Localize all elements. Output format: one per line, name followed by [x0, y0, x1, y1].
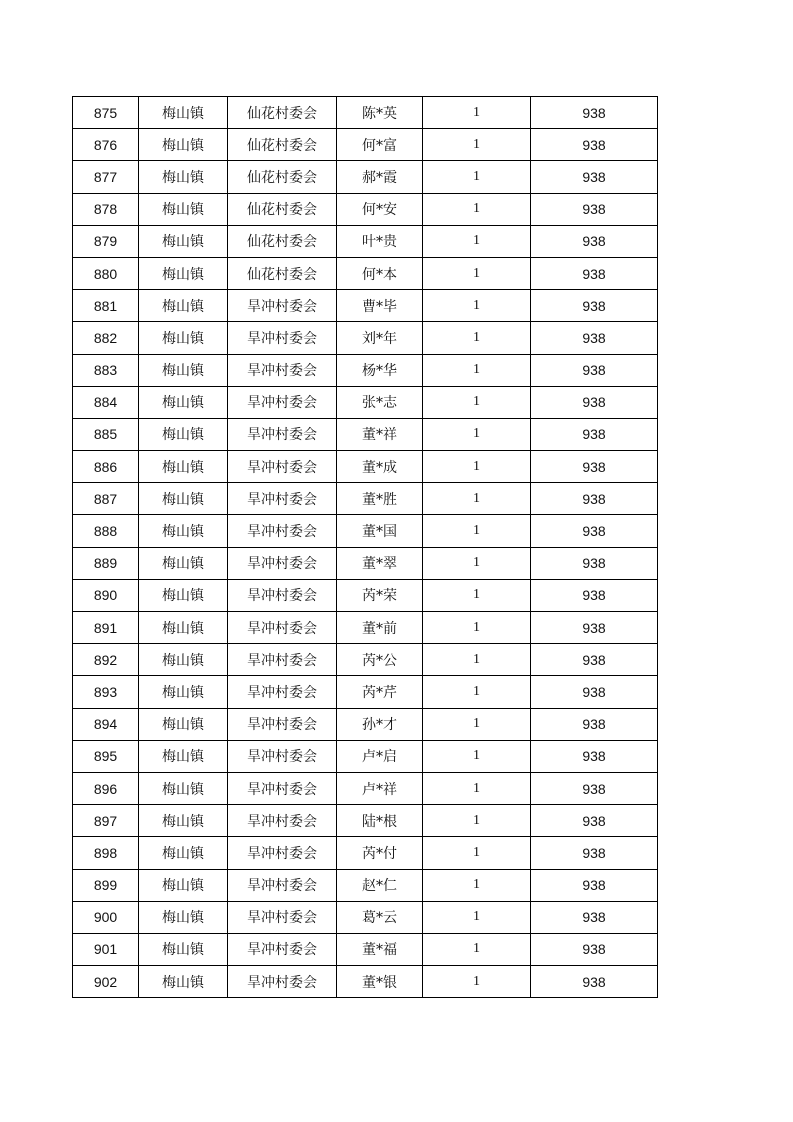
name-cell: 郝*霞 [337, 161, 423, 193]
row-number-cell: 889 [73, 547, 139, 579]
count-cell: 1 [423, 740, 531, 772]
name-cell: 孙*才 [337, 708, 423, 740]
name-cell: 陈*英 [337, 97, 423, 129]
amount-cell: 938 [531, 772, 658, 804]
name-cell: 芮*付 [337, 837, 423, 869]
town-cell: 梅山镇 [139, 161, 228, 193]
count-cell: 1 [423, 161, 531, 193]
town-cell: 梅山镇 [139, 354, 228, 386]
town-cell: 梅山镇 [139, 515, 228, 547]
count-cell: 1 [423, 966, 531, 998]
name-cell: 董*胜 [337, 483, 423, 515]
amount-cell: 938 [531, 837, 658, 869]
count-cell: 1 [423, 708, 531, 740]
amount-cell: 938 [531, 869, 658, 901]
amount-cell: 938 [531, 225, 658, 257]
village-committee-cell: 旱冲村委会 [228, 676, 337, 708]
count-cell: 1 [423, 290, 531, 322]
count-cell: 1 [423, 354, 531, 386]
count-cell: 1 [423, 515, 531, 547]
count-cell: 1 [423, 676, 531, 708]
name-cell: 芮*公 [337, 644, 423, 676]
village-committee-cell: 旱冲村委会 [228, 901, 337, 933]
table-row [73, 676, 658, 708]
row-number-cell: 879 [73, 225, 139, 257]
table-row [73, 193, 658, 225]
row-number-cell: 902 [73, 966, 139, 998]
row-number-cell: 896 [73, 772, 139, 804]
table-row [73, 901, 658, 933]
village-committee-cell: 旱冲村委会 [228, 966, 337, 998]
village-committee-cell: 旱冲村委会 [228, 805, 337, 837]
name-cell: 董*福 [337, 933, 423, 965]
village-committee-cell: 仙花村委会 [228, 129, 337, 161]
table-row [73, 579, 658, 611]
town-cell: 梅山镇 [139, 676, 228, 708]
town-cell: 梅山镇 [139, 225, 228, 257]
amount-cell: 938 [531, 515, 658, 547]
table-row [73, 805, 658, 837]
table-row [73, 483, 658, 515]
table-row [73, 708, 658, 740]
count-cell: 1 [423, 97, 531, 129]
name-cell: 董*成 [337, 451, 423, 483]
amount-cell: 938 [531, 322, 658, 354]
village-committee-cell: 仙花村委会 [228, 161, 337, 193]
name-cell: 叶*贵 [337, 225, 423, 257]
town-cell: 梅山镇 [139, 869, 228, 901]
town-cell: 梅山镇 [139, 193, 228, 225]
count-cell: 1 [423, 418, 531, 450]
count-cell: 1 [423, 612, 531, 644]
village-committee-cell: 旱冲村委会 [228, 418, 337, 450]
name-cell: 何*本 [337, 257, 423, 289]
row-number-cell: 894 [73, 708, 139, 740]
count-cell: 1 [423, 257, 531, 289]
village-committee-cell: 旱冲村委会 [228, 483, 337, 515]
count-cell: 1 [423, 129, 531, 161]
row-number-cell: 897 [73, 805, 139, 837]
count-cell: 1 [423, 547, 531, 579]
village-committee-cell: 旱冲村委会 [228, 644, 337, 676]
row-number-cell: 875 [73, 97, 139, 129]
name-cell: 芮*荣 [337, 579, 423, 611]
name-cell: 赵*仁 [337, 869, 423, 901]
town-cell: 梅山镇 [139, 772, 228, 804]
count-cell: 1 [423, 322, 531, 354]
table-row [73, 257, 658, 289]
name-cell: 董*前 [337, 612, 423, 644]
row-number-cell: 887 [73, 483, 139, 515]
town-cell: 梅山镇 [139, 483, 228, 515]
name-cell: 陆*根 [337, 805, 423, 837]
amount-cell: 938 [531, 644, 658, 676]
village-committee-cell: 旱冲村委会 [228, 740, 337, 772]
count-cell: 1 [423, 451, 531, 483]
amount-cell: 938 [531, 740, 658, 772]
row-number-cell: 900 [73, 901, 139, 933]
town-cell: 梅山镇 [139, 837, 228, 869]
table-row [73, 772, 658, 804]
row-number-cell: 876 [73, 129, 139, 161]
village-committee-cell: 旱冲村委会 [228, 354, 337, 386]
count-cell: 1 [423, 386, 531, 418]
name-cell: 董*国 [337, 515, 423, 547]
table-row [73, 129, 658, 161]
name-cell: 张*志 [337, 386, 423, 418]
amount-cell: 938 [531, 290, 658, 322]
count-cell: 1 [423, 644, 531, 676]
count-cell: 1 [423, 805, 531, 837]
town-cell: 梅山镇 [139, 322, 228, 354]
table-row [73, 547, 658, 579]
row-number-cell: 877 [73, 161, 139, 193]
table-row [73, 225, 658, 257]
town-cell: 梅山镇 [139, 386, 228, 418]
town-cell: 梅山镇 [139, 290, 228, 322]
name-cell: 董*银 [337, 966, 423, 998]
amount-cell: 938 [531, 483, 658, 515]
table-row [73, 515, 658, 547]
village-committee-cell: 旱冲村委会 [228, 290, 337, 322]
village-committee-cell: 仙花村委会 [228, 225, 337, 257]
row-number-cell: 886 [73, 451, 139, 483]
row-number-cell: 890 [73, 579, 139, 611]
town-cell: 梅山镇 [139, 418, 228, 450]
row-number-cell: 892 [73, 644, 139, 676]
table-row [73, 322, 658, 354]
town-cell: 梅山镇 [139, 547, 228, 579]
village-committee-cell: 旱冲村委会 [228, 386, 337, 418]
count-cell: 1 [423, 869, 531, 901]
name-cell: 卢*祥 [337, 772, 423, 804]
row-number-cell: 883 [73, 354, 139, 386]
count-cell: 1 [423, 901, 531, 933]
amount-cell: 938 [531, 451, 658, 483]
name-cell: 董*翠 [337, 547, 423, 579]
table-row [73, 290, 658, 322]
town-cell: 梅山镇 [139, 708, 228, 740]
table-row [73, 451, 658, 483]
amount-cell: 938 [531, 257, 658, 289]
town-cell: 梅山镇 [139, 740, 228, 772]
count-cell: 1 [423, 483, 531, 515]
row-number-cell: 901 [73, 933, 139, 965]
row-number-cell: 884 [73, 386, 139, 418]
name-cell: 葛*云 [337, 901, 423, 933]
village-committee-cell: 旱冲村委会 [228, 322, 337, 354]
name-cell: 董*祥 [337, 418, 423, 450]
village-committee-cell: 旱冲村委会 [228, 579, 337, 611]
amount-cell: 938 [531, 547, 658, 579]
name-cell: 杨*华 [337, 354, 423, 386]
amount-cell: 938 [531, 933, 658, 965]
table-row [73, 97, 658, 129]
village-committee-cell: 旱冲村委会 [228, 708, 337, 740]
table-row [73, 161, 658, 193]
town-cell: 梅山镇 [139, 579, 228, 611]
town-cell: 梅山镇 [139, 97, 228, 129]
name-cell: 何*安 [337, 193, 423, 225]
subsidy-table [72, 96, 658, 998]
village-committee-cell: 旱冲村委会 [228, 933, 337, 965]
count-cell: 1 [423, 933, 531, 965]
table-row [73, 644, 658, 676]
row-number-cell: 882 [73, 322, 139, 354]
town-cell: 梅山镇 [139, 644, 228, 676]
row-number-cell: 878 [73, 193, 139, 225]
row-number-cell: 881 [73, 290, 139, 322]
town-cell: 梅山镇 [139, 257, 228, 289]
name-cell: 刘*年 [337, 322, 423, 354]
village-committee-cell: 旱冲村委会 [228, 612, 337, 644]
amount-cell: 938 [531, 676, 658, 708]
town-cell: 梅山镇 [139, 612, 228, 644]
table-row [73, 740, 658, 772]
amount-cell: 938 [531, 579, 658, 611]
count-cell: 1 [423, 579, 531, 611]
amount-cell: 938 [531, 966, 658, 998]
row-number-cell: 893 [73, 676, 139, 708]
village-committee-cell: 仙花村委会 [228, 257, 337, 289]
table-row [73, 869, 658, 901]
row-number-cell: 888 [73, 515, 139, 547]
name-cell: 芮*芹 [337, 676, 423, 708]
count-cell: 1 [423, 837, 531, 869]
count-cell: 1 [423, 193, 531, 225]
name-cell: 何*富 [337, 129, 423, 161]
table-row [73, 933, 658, 965]
table-row [73, 386, 658, 418]
name-cell: 卢*启 [337, 740, 423, 772]
amount-cell: 938 [531, 418, 658, 450]
village-committee-cell: 仙花村委会 [228, 97, 337, 129]
table-body [73, 97, 658, 998]
village-committee-cell: 旱冲村委会 [228, 547, 337, 579]
count-cell: 1 [423, 772, 531, 804]
village-committee-cell: 旱冲村委会 [228, 451, 337, 483]
town-cell: 梅山镇 [139, 901, 228, 933]
village-committee-cell: 仙花村委会 [228, 193, 337, 225]
table-row [73, 354, 658, 386]
village-committee-cell: 旱冲村委会 [228, 837, 337, 869]
town-cell: 梅山镇 [139, 933, 228, 965]
village-committee-cell: 旱冲村委会 [228, 869, 337, 901]
row-number-cell: 895 [73, 740, 139, 772]
table-row [73, 837, 658, 869]
amount-cell: 938 [531, 193, 658, 225]
count-cell: 1 [423, 225, 531, 257]
town-cell: 梅山镇 [139, 966, 228, 998]
table-row [73, 966, 658, 998]
row-number-cell: 898 [73, 837, 139, 869]
row-number-cell: 899 [73, 869, 139, 901]
town-cell: 梅山镇 [139, 129, 228, 161]
amount-cell: 938 [531, 386, 658, 418]
town-cell: 梅山镇 [139, 451, 228, 483]
town-cell: 梅山镇 [139, 805, 228, 837]
name-cell: 曹*毕 [337, 290, 423, 322]
amount-cell: 938 [531, 129, 658, 161]
table-row [73, 418, 658, 450]
amount-cell: 938 [531, 97, 658, 129]
amount-cell: 938 [531, 354, 658, 386]
table-row [73, 612, 658, 644]
row-number-cell: 885 [73, 418, 139, 450]
amount-cell: 938 [531, 805, 658, 837]
row-number-cell: 880 [73, 257, 139, 289]
village-committee-cell: 旱冲村委会 [228, 515, 337, 547]
village-committee-cell: 旱冲村委会 [228, 772, 337, 804]
amount-cell: 938 [531, 161, 658, 193]
amount-cell: 938 [531, 708, 658, 740]
amount-cell: 938 [531, 901, 658, 933]
row-number-cell: 891 [73, 612, 139, 644]
amount-cell: 938 [531, 612, 658, 644]
